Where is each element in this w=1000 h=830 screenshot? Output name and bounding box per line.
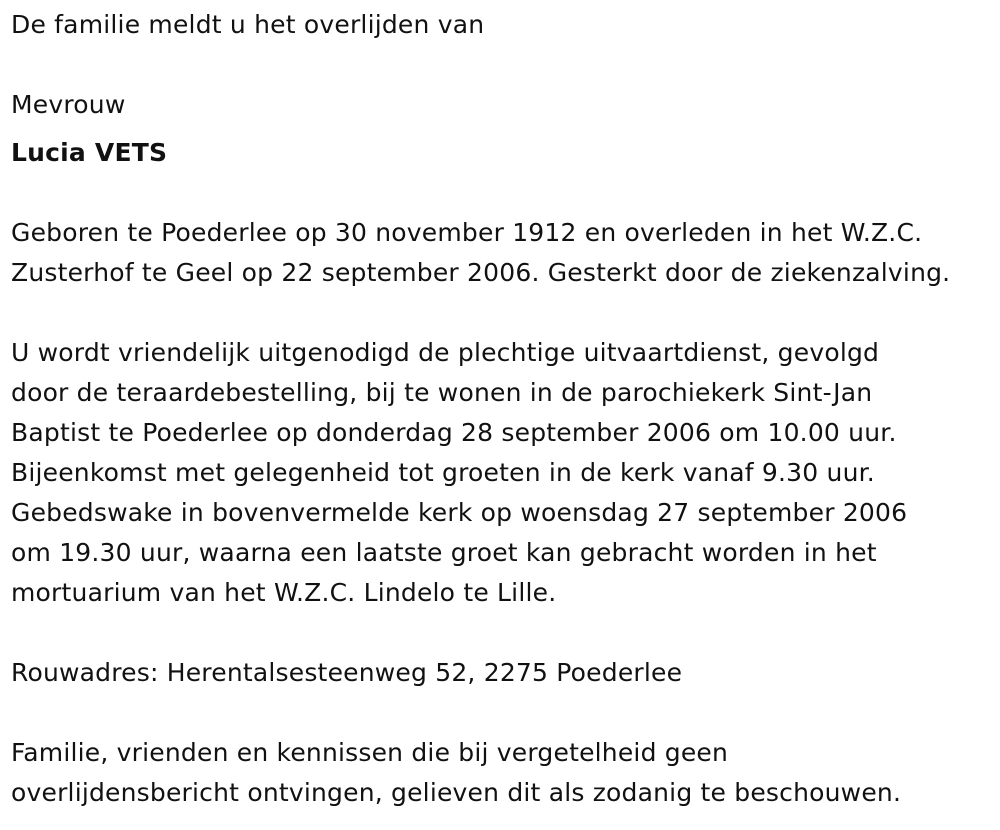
ceremony-line-5: Gebedswake in bovenvermelde kerk op woensdag 27 september 2006 (11, 498, 908, 527)
ceremony-line-6: om 19.30 uur, waarna een laatste groet kan gebracht worden in het (11, 538, 877, 567)
ceremony-line-2: door de teraardebestelling, bij te wonen in de parochiekerk Sint-Jan (11, 378, 873, 407)
deceased-name: Lucia VETS (11, 138, 168, 167)
salutation: Mevrouw (11, 90, 126, 119)
mourning-address: Rouwadres: Herentalsesteenweg 52, 2275 Poederlee (11, 658, 683, 687)
intro-line: De familie meldt u het overlijden van (11, 10, 485, 39)
ceremony-line-4: Bijeenkomst met gelegenheid tot groeten in de kerk vanaf 9.30 uur. (11, 458, 875, 487)
ceremony-line-3: Baptist te Poederlee op donderdag 28 september 2006 om 10.00 uur. (11, 418, 897, 447)
birth-death-line-2: Zusterhof te Geel op 22 september 2006. Gesterkt door de ziekenzalving. (11, 258, 951, 287)
closing-line-2: overlijdensbericht ontvingen, gelieven dit als zodanig te beschouwen. (11, 778, 902, 807)
birth-death-line-1: Geboren te Poederlee op 30 november 1912 en overleden in het W.Z.C. (11, 218, 923, 247)
closing-line-1: Familie, vrienden en kennissen die bij vergetelheid geen (11, 738, 729, 767)
ceremony-line-7: mortuarium van het W.Z.C. Lindelo te Lille. (11, 578, 557, 607)
ceremony-line-1: U wordt vriendelijk uitgenodigd de plechtige uitvaartdienst, gevolgd (11, 338, 880, 367)
